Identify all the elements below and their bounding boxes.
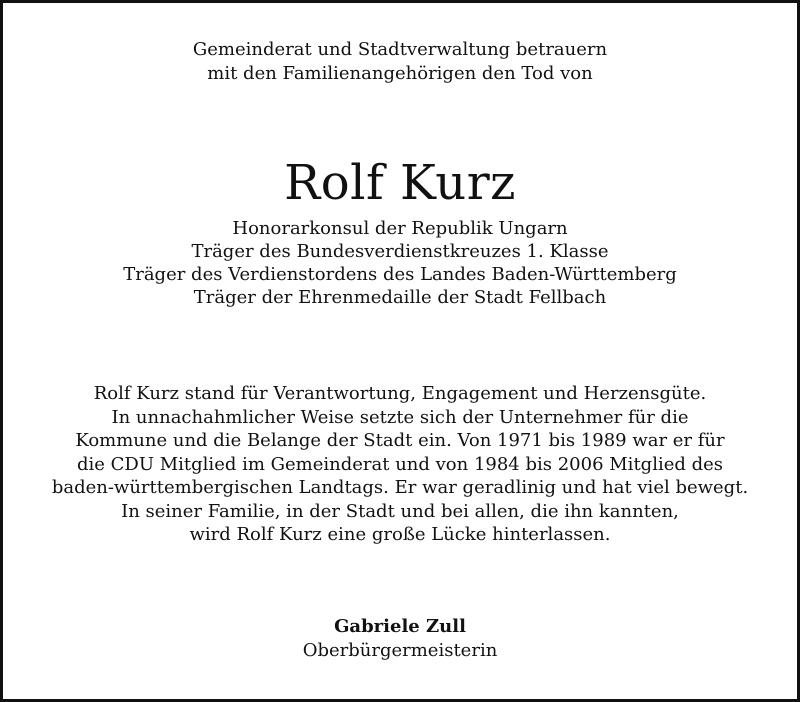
honors-list xyxy=(3,217,797,309)
honor-line: Träger des Bundesverdienstkreuzes 1. Klasse xyxy=(191,241,609,262)
tribute-line: Kommune und die Belange der Stadt ein. Von 1971 bis 1989 war er für xyxy=(75,430,725,451)
tribute-line: wird Rolf Kurz eine große Lücke hinterlassen. xyxy=(189,524,611,545)
tribute-line: die CDU Mitglied im Gemeinderat und von 1984 bis 2006 Mitglied des xyxy=(76,453,724,475)
honor-line: Träger des Verdienstordens des Landes Baden-Württemberg xyxy=(123,264,677,285)
tribute-line: In seiner Familie, in der Stadt und bei allen, die ihn kannten, xyxy=(121,500,679,522)
tribute-line: baden-württembergischen Landtags. Er war geradlinig und hat viel bewegt. xyxy=(51,477,749,498)
intro-line: Gemeinderat und Stadtverwaltung betrauern xyxy=(192,39,608,60)
intro-line: mit den Familienangehörigen den Tod von xyxy=(207,63,593,84)
honor-line: Honorarkonsul der Republik Ungarn xyxy=(232,218,568,239)
signer-name: Gabriele Zull xyxy=(334,616,466,637)
signer-title: Oberbürgermeisterin xyxy=(302,640,498,661)
intro-text xyxy=(3,38,797,86)
tribute-line: Rolf Kurz stand für Verantwortung, Engagement und Herzensgüte. xyxy=(93,383,707,404)
honor-line: Träger der Ehrenmedaille der Stadt Fellbach xyxy=(193,287,607,308)
tribute-paragraph xyxy=(3,382,797,547)
tribute-line: In unnachahmlicher Weise setzte sich der Unternehmer für die xyxy=(111,406,689,428)
deceased-name: Rolf Kurz xyxy=(284,155,516,211)
